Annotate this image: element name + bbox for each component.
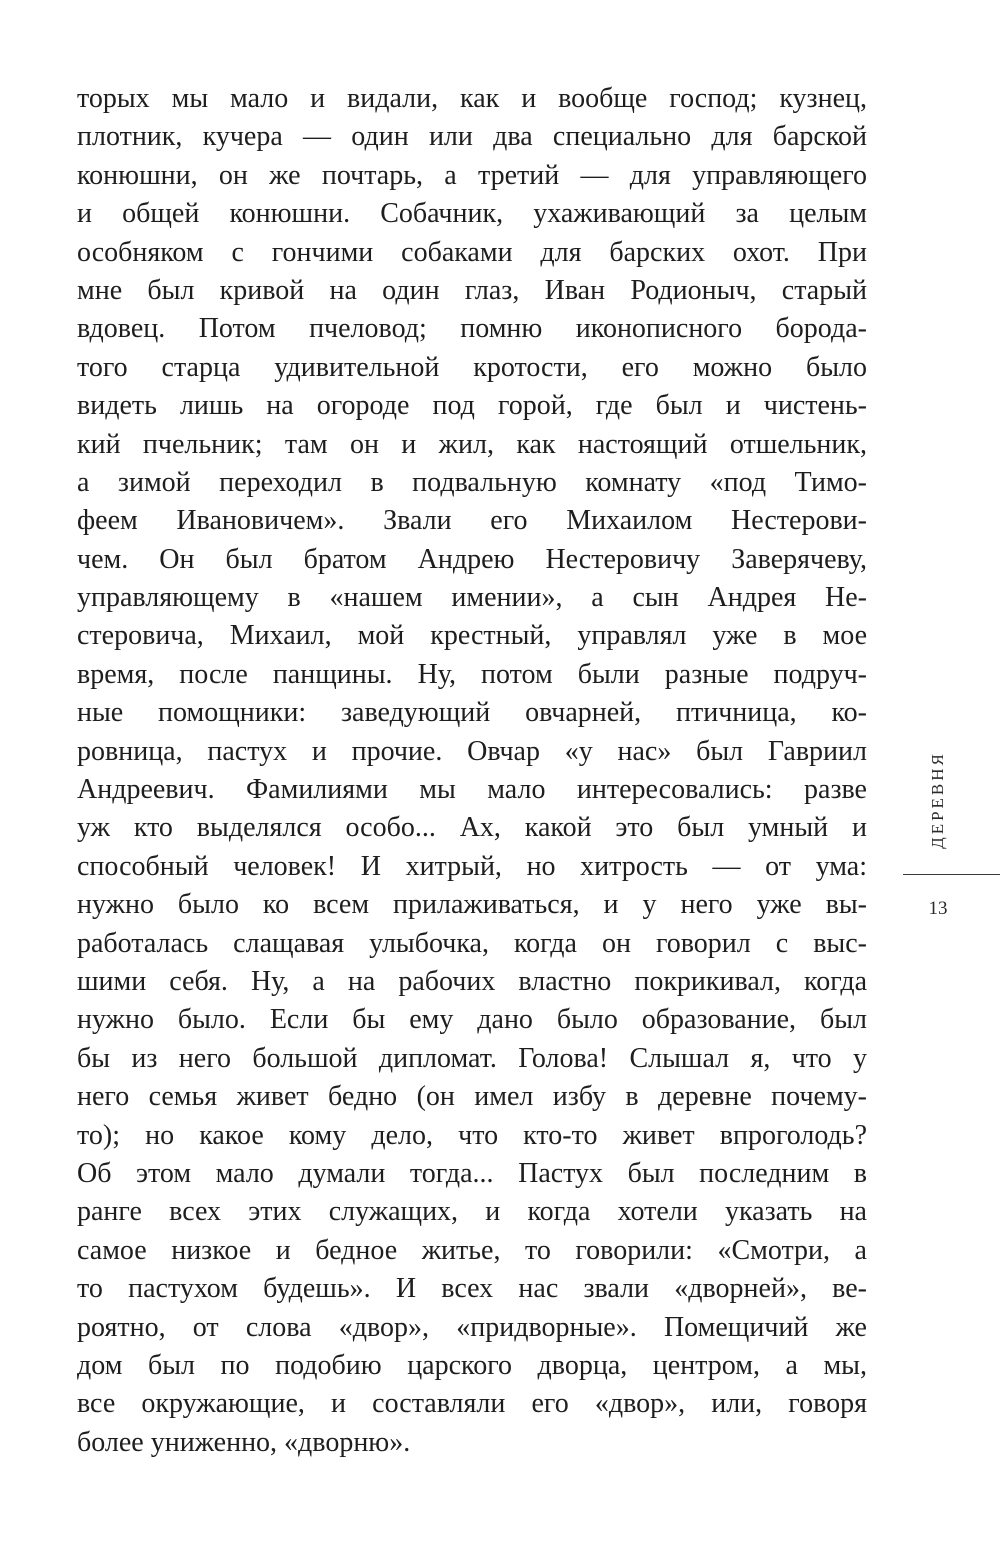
text-line-11: а зимой переходил в подвальную комнату «под Тимо-	[77, 466, 867, 498]
text-line-16: время, после панщины. Ну, потом были разные подруч-	[77, 658, 867, 690]
text-line-28: то); но какое кому дело, что кто-то живет впроголодь?	[77, 1119, 867, 1151]
text-line-30: ранге всех этих служащих, и когда хотели указать на	[77, 1196, 867, 1228]
text-line-5: особняком с гончими собаками для барских охот. При	[77, 236, 867, 268]
text-line-1: торых мы мало и видали, как и вообще господ; кузнец,	[77, 83, 867, 114]
text-line-27: него семья живет бедно (он имел избу в деревне почему-	[77, 1081, 867, 1113]
text-line-29: Об этом мало думали тогда... Пастух был последним в	[77, 1157, 867, 1189]
text-line-15: стеровича, Михаил, мой крестный, управлял уже в мое	[77, 620, 867, 652]
text-line-19: Андреевич. Фамилиями мы мало интересовались: разве	[77, 774, 867, 806]
text-line-34: дом был по подобию царского дворца, центром, а мы,	[77, 1349, 867, 1381]
text-line-8: того старца удивительной кротости, его можно было	[77, 351, 867, 383]
text-line-20: уж кто выделялся особо... Ах, какой это был умный и	[77, 812, 867, 844]
text-line-9: видеть лишь на огороде под горой, где был и чистень-	[77, 390, 867, 422]
body-text	[77, 80, 867, 1462]
text-line-31: самое низкое и бедное житье, то говорили: «Смотри, а	[77, 1234, 867, 1266]
page-number: 13	[928, 898, 948, 919]
text-line-32: то пастухом будешь». И всех нас звали «дворней», ве-	[77, 1273, 867, 1305]
text-line-25: нужно было. Если бы ему дано было образование, был	[77, 1004, 867, 1036]
text-line-33: роятно, от слова «двор», «придворные». Помещичий же	[77, 1311, 867, 1343]
text-line-2: плотник, кучера — один или два специально для барской	[77, 121, 867, 153]
text-line-17: ные помощники: заведующий овчарней, птичница, ко-	[77, 697, 867, 729]
text-line-10: кий пчельник; там он и жил, как настоящий отшельник,	[77, 428, 867, 460]
running-head	[908, 730, 968, 870]
text-line-6: мне был кривой на один глаз, Иван Родионыч, старый	[77, 274, 867, 306]
divider-rule	[903, 874, 1000, 875]
text-line-22: нужно было ко всем прилаживаться, и у него уже вы-	[77, 889, 867, 921]
text-line-3: конюшни, он же почтарь, а третий — для управляющего	[77, 159, 867, 191]
text-line-18: ровница, пастух и прочие. Овчар «у нас» был Гавриил	[77, 735, 867, 767]
text-line-4: и общей конюшни. Собачник, ухаживающий за целым	[77, 198, 867, 230]
chapter-title: ДЕРЕВНЯ	[928, 751, 947, 849]
text-line-21: способный человек! И хитрый, но хитрость — от ума:	[77, 850, 867, 882]
text-line-26: бы из него большой дипломат. Голова! Слышал я, что у	[77, 1042, 867, 1074]
text-line-24: шими себя. Ну, а на рабочих властно покрикивал, когда	[77, 965, 867, 997]
text-line-35: все окружающие, и составляли его «двор», или, говоря	[77, 1388, 867, 1420]
text-line-7: вдовец. Потом пчеловод; помню иконописного борода-	[77, 313, 867, 345]
text-line-36: более униженно, «дворню».	[77, 1426, 411, 1458]
text-line-12: феем Ивановичем». Звали его Михаилом Нестерови-	[77, 505, 867, 537]
text-line-13: чем. Он был братом Андрею Нестеровичу Заверячеву,	[77, 543, 867, 575]
text-line-23: работалась слащавая улыбочка, когда он говорил с выс-	[77, 927, 867, 959]
text-line-14: управляющему в «нашем имении», а сын Андрея Не-	[77, 582, 867, 614]
